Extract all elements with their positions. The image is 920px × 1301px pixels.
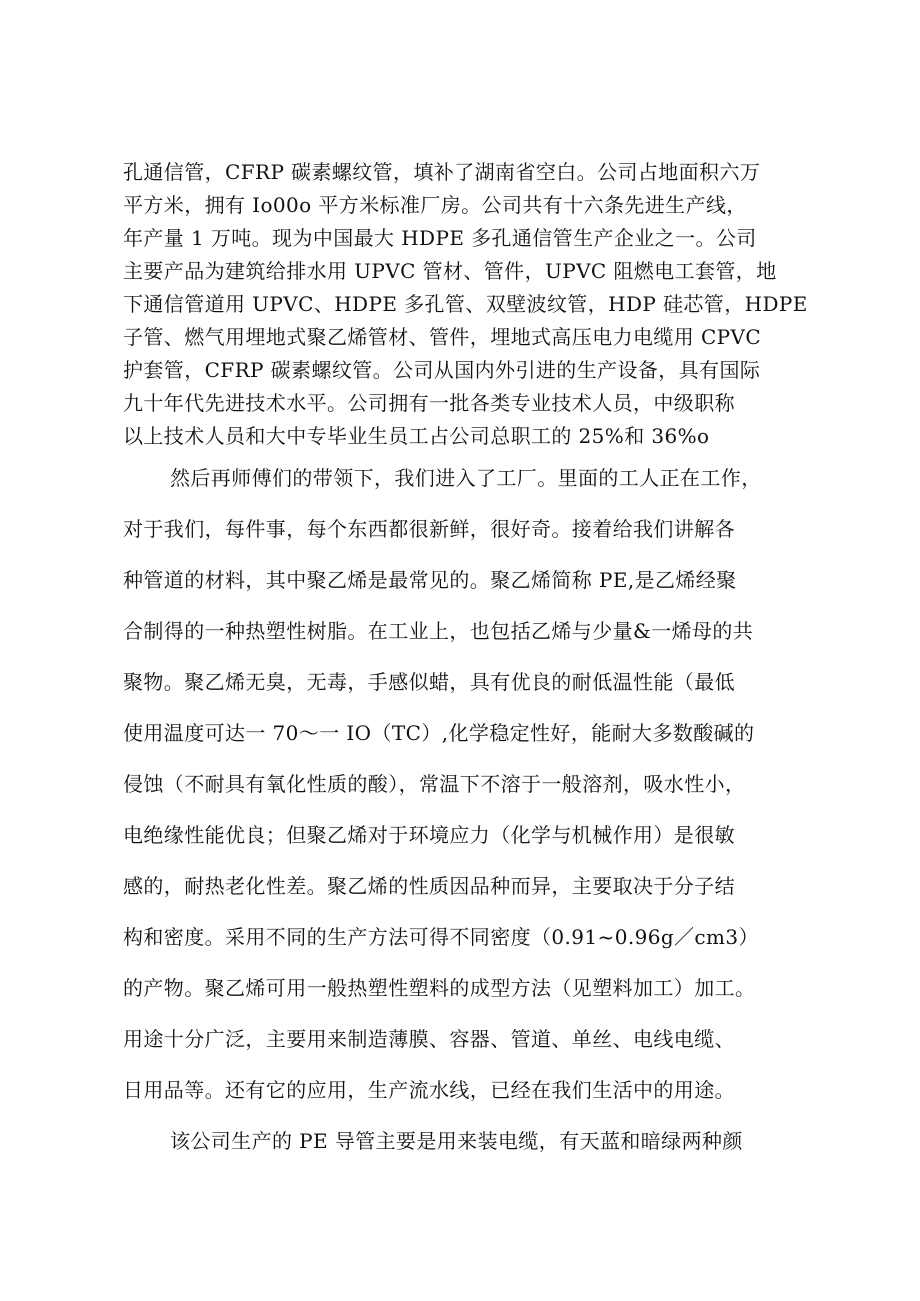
text-line: 护套管，CFRP 碳素螺纹管。公司从国内外引进的生产设备，具有国际 (123, 358, 761, 382)
text-line: 的产物。聚乙烯可用一般热塑性塑料的成型方法（见塑料加工）加工。 (123, 976, 756, 1000)
text-line: 侵蚀（不耐具有氧化性质的酸），常温下不溶于一般溶剂，吸水性小， (123, 772, 746, 796)
text-line: 构和密度。采用不同的生产方法可得不同密度（0.91~0.96g／cm3） (123, 925, 759, 949)
text-line: 聚物。聚乙烯无臭，无毒，手感似蜡，具有优良的耐低温性能（最低 (123, 670, 735, 694)
text-line: 种管道的材料，其中聚乙烯是最常见的。聚乙烯简称 PE,是乙烯经聚 (123, 568, 737, 592)
text-line: 感的，耐热老化性差。聚乙烯的性质因品种而异，主要取决于分子结 (123, 874, 735, 898)
text-line: 该公司生产的 PE 导管主要是用来装电缆，有天蓝和暗绿两种颜 (170, 1129, 743, 1153)
text-line: 孔通信管，CFRP 碳素螺纹管，填补了湖南省空白。公司占地面积六万 (123, 160, 761, 184)
text-line: 平方米，拥有 Io00o 平方米标准厂房。公司共有十六条先进生产线， (123, 193, 747, 217)
text-line: 使用温度可达一 70～一 IO（TC）,化学稳定性好，能耐大多数酸碱的 (123, 721, 755, 745)
text-line: 电绝缘性能优良；但聚乙烯对于环境应力（化学与机械作用）是很敏 (123, 823, 735, 847)
text-line: 然后再师傅们的带领下，我们进入了工厂。里面的工人正在工作， (170, 466, 762, 490)
text-line: 以上技术人员和大中专毕业生员工占公司总职工的 25%和 36%o (123, 424, 710, 448)
text-line: 合制得的一种热塑性树脂。在工业上，也包括乙烯与少量&一烯母的共 (123, 619, 754, 643)
text-line: 年产量 1 万吨。现为中国最大 HDPE 多孔通信管生产企业之一。公司 (123, 226, 757, 250)
text-line: 主要产品为建筑给排水用 UPVC 管材、管件，UPVC 阻燃电工套管，地 (123, 259, 777, 283)
text-line: 日用品等。还有它的应用，生产流水线，已经在我们生活中的用途。 (123, 1078, 735, 1102)
text-line: 下通信管道用 UPVC、HDPE 多孔管、双壁波纹管，HDP 硅芯管，HDPE (123, 292, 808, 316)
text-line: 用途十分广泛，主要用来制造薄膜、容器、管道、单丝、电线电缆、 (123, 1027, 735, 1051)
text-line: 对于我们，每件事，每个东西都很新鲜，很好奇。接着给我们讲解各 (123, 517, 735, 541)
text-line: 九十年代先进技术水平。公司拥有一批各类专业技术人员，中级职称 (123, 391, 735, 415)
text-line: 子管、燃气用埋地式聚乙烯管材、管件，埋地式高压电力电缆用 CPVC (123, 325, 762, 349)
